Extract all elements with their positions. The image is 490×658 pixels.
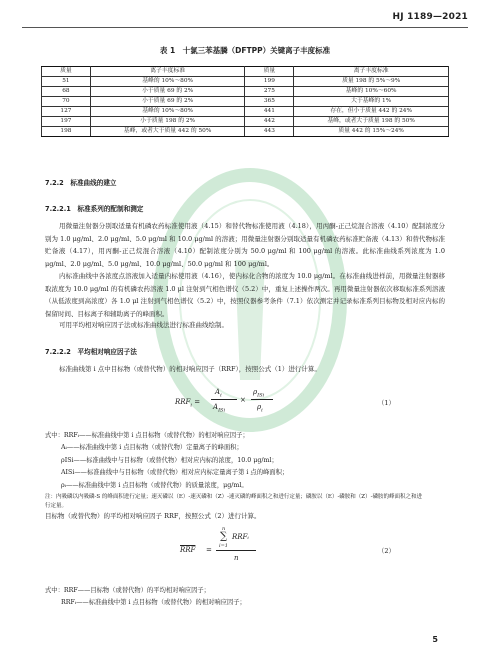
table-cell: 275 <box>245 87 294 97</box>
header-rule <box>22 27 468 28</box>
formula-1-number: （1） <box>377 399 395 407</box>
table-cell: 基峰的 10%～80% <box>90 107 245 117</box>
paragraph-standard-series: 用微量注射器分别取适量有机磷农药标准使用液（4.15）和替代物标准使用液（4.18），用丙酮-正己烷混合溶液（4.10）配制浓度分别为 1.0 μg/ml、2.0 μg/ml、5.0 μg/ml 和 10.0 μg/ml 的溶液；用微量注射器分别取适量有机磷农药标准贮备液（4.13）和替代物标准贮备液（4.17），用丙酮-正己烷混合溶液（4.10）配制浓度分别为 50.0 μg/ml 和 100 μg/ml 的溶液。此标准曲线系列浓度为 1.0 μg/ml、2.0 μg/ml、5.0 μg/ml、10.0 μg/ml、50.0 μg/ml 和 100 μg/ml。 <box>45 222 445 268</box>
formula-2-definitions <box>45 585 445 610</box>
note: 注：内吸磷以内吸磷-S 的峰面积进行定量；速灭磷以（E）-速灭磷和（Z）-速灭磷的峰面积之和进行定量；磷胺以（E）-磷胺和（Z）-磷胺的峰面积之和进行定量。 <box>45 494 422 509</box>
def-rrf-i: 式中：RRFᵢ——标准曲线中第 i 点目标物（或替代物）的相对响应因子； <box>45 432 249 439</box>
eq1-den-rho-sub: i <box>261 407 263 414</box>
section-heading-7-2-2-2: 7.2.2.2 平均相对响应因子法 <box>45 348 137 356</box>
ion-abundance-table <box>41 66 449 137</box>
paragraph-curve-methods: 可用平均相对响应因子法或标准曲线法进行标准曲线绘制。 <box>59 321 228 329</box>
table-row <box>42 107 449 117</box>
table-header-cell: 离子丰度标准 <box>294 67 449 77</box>
formula-1-definitions <box>45 430 445 492</box>
table-cell: 70 <box>42 97 91 107</box>
standard-code-header: HJ 1189—2021 <box>392 12 468 22</box>
formula-1: $RRF_i$ = $A_i$ $A_{ISi}$ × $\rho_{ISi}$ $\rho_i$ <box>175 386 325 422</box>
table-header-cell: 离子丰度标准 <box>90 67 245 77</box>
def-rho-i: ρᵢ——标准曲线中第 i 点目标物（或替代物）的质量浓度，μg/ml。 <box>61 481 248 489</box>
table-cell: 127 <box>42 107 91 117</box>
table-cell: 198 <box>42 127 91 137</box>
eq1-lhs: RRF <box>175 398 191 406</box>
eq1-num-a: A <box>215 388 221 396</box>
table-cell: 443 <box>245 127 294 137</box>
table-cell: 199 <box>245 77 294 87</box>
def-rho-is: ρISi——标准曲线中与目标物（或替代物）相对应内标的浓度，10.0 μg/ml； <box>61 456 278 464</box>
formula-2: $\overline{RRF}$ = n ∑ i=1 RRFᵢ n <box>180 528 300 578</box>
eq2-denominator: n <box>234 554 239 562</box>
eq1-lhs-sub: i <box>190 402 193 409</box>
def-a-is: AISi——标准曲线中与目标物（或替代物）相对应内标定量离子第 i 点的峰面积； <box>61 469 289 477</box>
section-heading-7-2-2-1: 7.2.2.1 标准系列的配制和测定 <box>45 205 144 213</box>
table-cell: 质量 198 的 5%～9% <box>294 77 449 87</box>
paragraph-internal-standard: 内标准曲线中各浓度点溶液加入适量内标使用液（4.16），使内标化合物的浓度为 10.0 μg/ml。在标准曲线进样前，用微量注射器移取浓度为 10.0 μg/ml 的有机磷农药溶液 1.0 μl 注射到气相色谱仪（5.2）中，重复上述操作两次。再用微量注射器依次移取标准系列溶液（从低浓度到高浓度）各 1.0 μl 注射到气相色谱仪（5.2）中，按照仪器参考条件（7.1）依次测定并记录标准系列目标物及相对应内标的保留时间、目标离子和辅助离子的峰面积。 <box>45 272 445 318</box>
table-cell: 小于质量 198 的 2% <box>90 117 245 127</box>
table-title: 表 1 十氯三苯基膦（DFTPP）关键离子丰度标准 <box>159 46 331 55</box>
table-cell: 存在，但小于质量 442 的 24% <box>294 107 449 117</box>
eq1-den-a: A <box>213 403 219 411</box>
eq1-num-rho: ρ <box>253 388 258 396</box>
table-row <box>42 127 449 137</box>
eq2-sum-top: n <box>222 526 226 532</box>
table-cell: 基峰，或者大于质量 442 的 50% <box>90 127 245 137</box>
table-row <box>42 77 449 87</box>
table-header-cell: 质量 <box>245 67 294 77</box>
table-cell: 基峰，或者大于质量 198 的 50% <box>294 117 449 127</box>
formula-2-number: （2） <box>377 547 395 555</box>
table-cell: 68 <box>42 87 91 97</box>
section-heading-7-2-2: 7.2.2 标准曲线的建立 <box>45 179 117 187</box>
eq1-den-a-sub: ISi <box>218 407 226 414</box>
eq1-num-a-sub: i <box>220 392 222 399</box>
table-cell: 基峰的 10%～60% <box>294 87 449 97</box>
table-cell: 基峰的 10%～80% <box>90 77 245 87</box>
def-rrf-average: 式中：RRF——目标物（或替代物）的平均相对响应因子； <box>45 587 210 594</box>
table-header-cell: 质量 <box>42 67 91 77</box>
table-cell: 小于质量 69 的 2% <box>90 97 245 107</box>
eq1-den-rho: ρ <box>257 403 262 411</box>
table-row <box>42 87 449 97</box>
eq2-numerator: RRFᵢ <box>232 533 249 541</box>
paragraph-rrf-intro: 标准曲线第 i 点中目标物（或替代物）的相对响应因子（RRF），按照公式（1）进行计算。 <box>59 365 321 373</box>
eq2-sum-bottom: i=1 <box>219 543 228 549</box>
table-cell: 441 <box>245 107 294 117</box>
table-cell: 365 <box>245 97 294 107</box>
page-number: 5 <box>432 635 438 644</box>
table-cell: 小于质量 69 的 2% <box>90 87 245 97</box>
eq2-lhs: $\overline{RRF}$ <box>180 546 196 554</box>
table-row <box>42 117 449 127</box>
table-cell: 442 <box>245 117 294 127</box>
paragraph-average-rrf: 目标物（或替代物）的平均相对响应因子 RRF，按照公式（2）进行计算。 <box>45 512 261 520</box>
def2-rrf-i: RRFᵢ——标准曲线中第 i 点目标物（或替代物）的相对响应因子； <box>61 599 246 607</box>
def-a-i: Aᵢ——标准曲线中第 i 点目标物（或替代物）定量离子的峰面积； <box>61 444 243 452</box>
table-cell: 大于基峰的 1% <box>294 97 449 107</box>
table-row <box>42 97 449 107</box>
eq1-num-rho-sub: ISi <box>257 392 265 399</box>
table-cell: 质量 442 的 15%～24% <box>294 127 449 137</box>
table-cell: 197 <box>42 117 91 127</box>
table-cell: 51 <box>42 77 91 87</box>
